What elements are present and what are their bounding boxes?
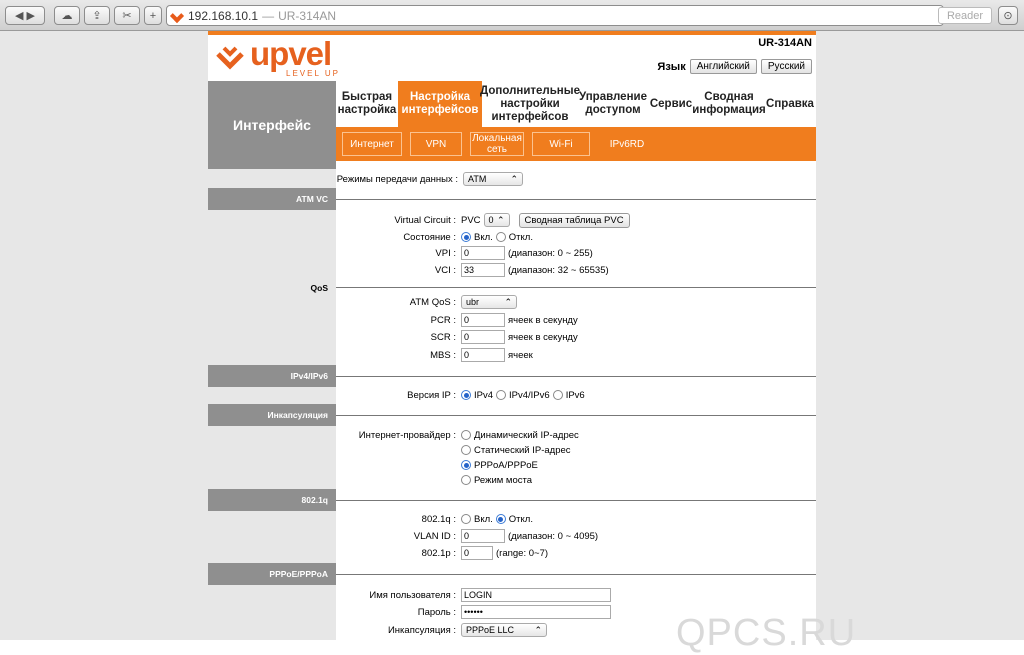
ipv4v6-label: IPv4/IPv6 <box>509 389 550 401</box>
section-divider <box>336 199 816 200</box>
vlan-off-radio[interactable] <box>496 514 506 524</box>
subtab-vpn[interactable]: VPN <box>410 132 462 156</box>
reader-button[interactable]: Reader <box>938 7 992 24</box>
isp-pppoe-row <box>336 457 816 473</box>
atm-qos-label: ATM QoS : <box>409 296 456 308</box>
router-panel <box>208 31 816 640</box>
model-name: UR-314AN <box>758 37 812 49</box>
page <box>0 31 1024 654</box>
isp-pppoe-label: PPPoA/PPPoE <box>474 459 538 471</box>
section-label: Инкапсуляция <box>208 404 336 426</box>
isp-static-radio[interactable] <box>461 445 471 455</box>
subtab-lan[interactable]: Локальная сеть <box>470 132 524 156</box>
logo-word: upvel <box>250 35 332 72</box>
browser-toolbar <box>0 0 1024 31</box>
vlan-row <box>336 511 816 527</box>
address-bar[interactable] <box>166 5 944 26</box>
menu-quick-setup[interactable]: Быстрая настройка <box>337 91 397 116</box>
section-divider <box>336 287 816 288</box>
username-label: Имя пользователя : <box>369 589 456 601</box>
8021p-hint: (range: 0~7) <box>496 547 549 559</box>
icloud-icon[interactable]: ☁ <box>54 6 80 25</box>
ipv4v6-radio[interactable] <box>496 390 506 400</box>
ppp-encap-value: PPPoE LLC <box>466 625 515 635</box>
subtab-ipv6rd[interactable]: IPv6RD <box>609 138 645 150</box>
language-label: Язык <box>657 60 686 73</box>
mode-row <box>336 171 816 187</box>
section-label: QoS <box>310 283 328 293</box>
atm-qos-select[interactable] <box>461 295 517 309</box>
main-menu <box>336 81 816 127</box>
vci-row <box>336 262 816 278</box>
vc-value: 0 <box>488 215 494 225</box>
logo-tagline: LEVEL UP <box>286 69 340 78</box>
vlan-id-label: VLAN ID : <box>413 530 456 542</box>
vc-pvc-text: PVC <box>461 214 481 226</box>
section-encapsulation <box>208 404 816 426</box>
pcr-unit: ячеек в секунду <box>508 314 578 326</box>
ppp-encap-select[interactable] <box>461 623 547 637</box>
section-pppoe <box>208 563 816 585</box>
select-arrow-icon: ⌃ <box>497 214 505 225</box>
pcr-input[interactable]: 0 <box>461 313 505 327</box>
vpi-hint: (диапазон: 0 ~ 255) <box>508 247 593 259</box>
favicon-icon <box>170 8 184 22</box>
menu-service[interactable]: Сервис <box>649 97 693 110</box>
url-separator: — <box>262 8 275 23</box>
vc-select[interactable] <box>484 213 510 227</box>
left-nav-title: Интерфейс <box>208 81 336 169</box>
state-row <box>336 229 816 245</box>
vpi-row <box>336 245 816 261</box>
isp-row <box>336 427 816 443</box>
mode-value: ATM <box>468 174 487 184</box>
menu-access-management[interactable]: Управление доступом <box>579 91 647 116</box>
isp-static-label: Статический IP-адрес <box>474 444 571 456</box>
menu-interface-setup[interactable]: Настройка интерфейсов <box>398 81 482 127</box>
atm-qos-value: ubr <box>466 297 480 307</box>
8021p-input[interactable]: 0 <box>461 546 493 560</box>
section-divider <box>336 415 816 416</box>
ip-version-label: Версия IP : <box>407 389 456 401</box>
vpi-input[interactable]: 0 <box>461 246 505 260</box>
section-label: 802.1q <box>208 489 336 511</box>
mode-select[interactable] <box>463 172 523 186</box>
ipv4-radio[interactable] <box>461 390 471 400</box>
scr-row <box>336 329 816 345</box>
section-8021q <box>208 489 816 511</box>
vlan-label: 802.1q : <box>421 513 456 525</box>
isp-static-row <box>336 442 816 458</box>
menu-help[interactable]: Справка <box>766 97 814 110</box>
menu-status[interactable]: Сводная информация <box>692 91 766 116</box>
mbs-row <box>336 347 816 363</box>
english-button[interactable]: Английский <box>690 59 757 74</box>
share-icon[interactable]: ⇪ <box>84 6 110 25</box>
scr-label: SCR : <box>430 331 456 343</box>
section-divider <box>336 376 816 377</box>
isp-label: Интернет-провайдер : <box>358 429 456 441</box>
upvel-logo <box>216 35 346 79</box>
vlan-off-label: Откл. <box>508 513 533 525</box>
state-on-radio[interactable] <box>461 232 471 242</box>
vlan-id-hint: (диапазон: 0 ~ 4095) <box>508 530 599 542</box>
russian-button[interactable]: Русский <box>761 59 812 74</box>
vci-label: VCI : <box>434 264 456 276</box>
vci-hint: (диапазон: 32 ~ 65535) <box>508 264 609 276</box>
state-off-radio[interactable] <box>496 232 506 242</box>
mbs-input[interactable]: 0 <box>461 348 505 362</box>
isp-bridge-label: Режим моста <box>474 474 533 486</box>
isp-dynamic-radio[interactable] <box>461 430 471 440</box>
mbs-label: MBS : <box>430 349 456 361</box>
downloads-icon[interactable]: ⊙ <box>998 6 1018 25</box>
vc-label: Virtual Circuit : <box>394 214 456 226</box>
pcr-label: PCR : <box>430 314 456 326</box>
ipv6-radio[interactable] <box>553 390 563 400</box>
section-divider <box>336 574 816 575</box>
tools-icon[interactable]: ✂ <box>114 6 140 25</box>
vlan-on-radio[interactable] <box>461 514 471 524</box>
select-arrow-icon: ⌃ <box>510 173 518 184</box>
state-off-label: Откл. <box>508 231 533 243</box>
scr-input[interactable]: 0 <box>461 330 505 344</box>
watermark: QPCS.RU <box>676 612 857 654</box>
language-selector <box>657 59 812 74</box>
8021p-label: 802.1p : <box>421 547 456 559</box>
atm-qos-row <box>336 294 816 310</box>
ppp-encap-label: Инкапсуляция : <box>387 624 456 636</box>
section-label: IPv4/IPv6 <box>208 365 336 387</box>
ipv6-label: IPv6 <box>565 389 585 401</box>
section-label: ATM VC <box>208 188 336 210</box>
ip-version-row <box>336 387 816 403</box>
mbs-unit: ячеек <box>508 349 533 361</box>
new-tab-button[interactable]: + <box>144 6 162 25</box>
section-atm-vc <box>208 188 816 210</box>
isp-pppoe-radio[interactable] <box>461 460 471 470</box>
url-host: 192.168.10.1 <box>188 8 259 23</box>
section-label: PPPoE/PPPoA <box>208 563 336 585</box>
ipv4-label: IPv4 <box>474 389 494 401</box>
state-label: Состояние : <box>403 231 456 243</box>
vlan-on-label: Вкл. <box>474 513 493 525</box>
state-on-label: Вкл. <box>474 231 493 243</box>
password-label: Пароль : <box>417 606 456 618</box>
password-input[interactable]: •••••• <box>461 605 611 619</box>
subtab-wifi[interactable]: Wi-Fi <box>532 132 590 156</box>
vc-row <box>336 212 816 228</box>
username-input[interactable]: LOGIN <box>461 588 611 602</box>
pcr-row <box>336 312 816 328</box>
vlan-id-input[interactable]: 0 <box>461 529 505 543</box>
section-divider <box>336 500 816 501</box>
select-arrow-icon: ⌃ <box>504 296 512 307</box>
select-arrow-icon: ⌃ <box>534 624 542 635</box>
menu-advanced-setup[interactable]: Дополнительные настройки интерфейсов <box>480 84 580 123</box>
isp-dynamic-label: Динамический IP-адрес <box>474 429 579 441</box>
scr-unit: ячеек в секунду <box>508 331 578 343</box>
submenu <box>336 127 816 161</box>
pvc-table-button[interactable]: Сводная таблица PVC <box>519 213 630 228</box>
subtab-internet[interactable]: Интернет <box>342 132 402 156</box>
back-forward-buttons[interactable]: ◀ ▶ <box>5 6 45 25</box>
vpi-label: VPI : <box>435 247 456 259</box>
vlan-id-row <box>336 528 816 544</box>
section-ip-version <box>208 365 816 387</box>
isp-bridge-radio[interactable] <box>461 475 471 485</box>
mode-label: Режимы передачи данных : <box>336 173 458 185</box>
username-row <box>336 587 816 603</box>
url-title: UR-314AN <box>278 8 337 23</box>
isp-bridge-row <box>336 472 816 488</box>
8021p-row <box>336 545 816 561</box>
vci-input[interactable]: 33 <box>461 263 505 277</box>
logo-mark-icon <box>216 42 244 70</box>
